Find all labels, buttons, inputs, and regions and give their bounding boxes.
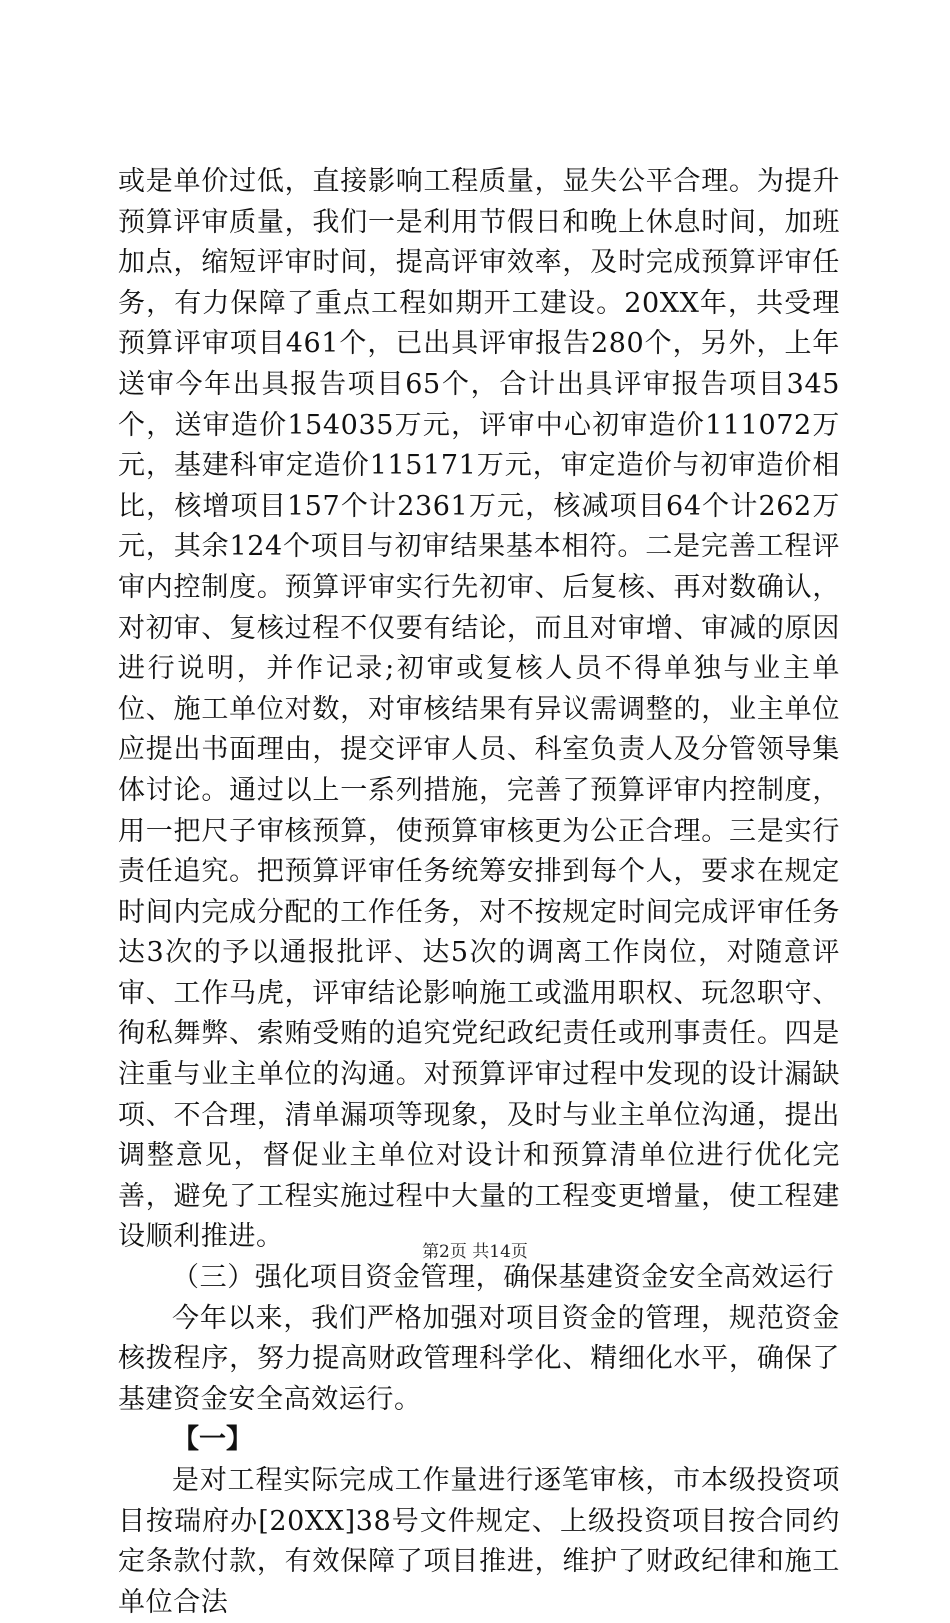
document-body xyxy=(118,162,840,1623)
section-heading-fund-management: （三）强化项目资金管理，确保基建资金安全高效运行 xyxy=(172,1262,835,1294)
paragraph-budget-review: 或是单价过低，直接影响工程质量，显失公平合理。为提升预算评审质量，我们一是利用节假日和晚上休息时间，加班加点，缩短评审时间，提高评审效率，及时完成预算评审任务，有力保障了重点工程如期开工建设。20XX年，共受理预算评审项目461个，已出具评审报告280个，另外，上年送审今年出具报告项目65个，合计出具评审报告项目345个，送审造价154035万元，评审中心初审造价111072万元，基建科审定造价115171万元，审定造价与初审造价相比，核增项目157个计2361万元，核减项目64个计262万元，其余124个项目与初审结果基本相符。二是完善工程评审内控制度。预算评审实行先初审、后复核、再对数确认，对初审、复核过程不仅要有结论，而且对审增、审减的原因进行说明，并作记录;初审或复核人员不得单独与业主单位、施工单位对数，对审核结果有异议需调整的，业主单位应提出书面理由，提交评审人员、科室负责人及分管领导集体讨论。通过以上一系列措施，完善了预算评审内控制度，用一把尺子审核预算，使预算审核更为公正合理。三是实行责任追究。把预算评审任务统筹安排到每个人，要求在规定时间内完成分配的工作任务，对不按规定时间完成评审任务达3次的予以通报批评、达5次的调离工作岗位，对随意评审、工作马虎，评审结论影响施工或滥用职权、玩忽职守、徇私舞弊、索贿受贿的追究党纪政纪责任或刑事责任。四是注重与业主单位的沟通。对预算评审过程中发现的设计漏缺项、不合理，清单漏项等现象，及时与业主单位沟通，提出调整意见，督促业主单位对设计和预算清单位进行优化完善，避免了工程实施过程中大量的工程变更增量，使工程建设顺利推进。 xyxy=(118,166,840,1253)
paragraph-fund-intro: 今年以来，我们严格加强对项目资金的管理，规范资金核拨程序，努力提高财政管理科学化、精细化水平，确保了基建资金安全高效运行。 xyxy=(118,1302,840,1415)
bracket-marker: 【一】 xyxy=(172,1424,253,1456)
page-number-footer: 第2页 共14页 xyxy=(422,1242,528,1262)
paragraph-payment-review: 是对工程实际完成工作量进行逐笔审核，市本级投资项目按瑞府办[20XX]38号文件规定、上级投资项目按合同约定条款付款，有效保障了项目推进，维护了财政纪律和施工单位合法 xyxy=(118,1465,840,1618)
